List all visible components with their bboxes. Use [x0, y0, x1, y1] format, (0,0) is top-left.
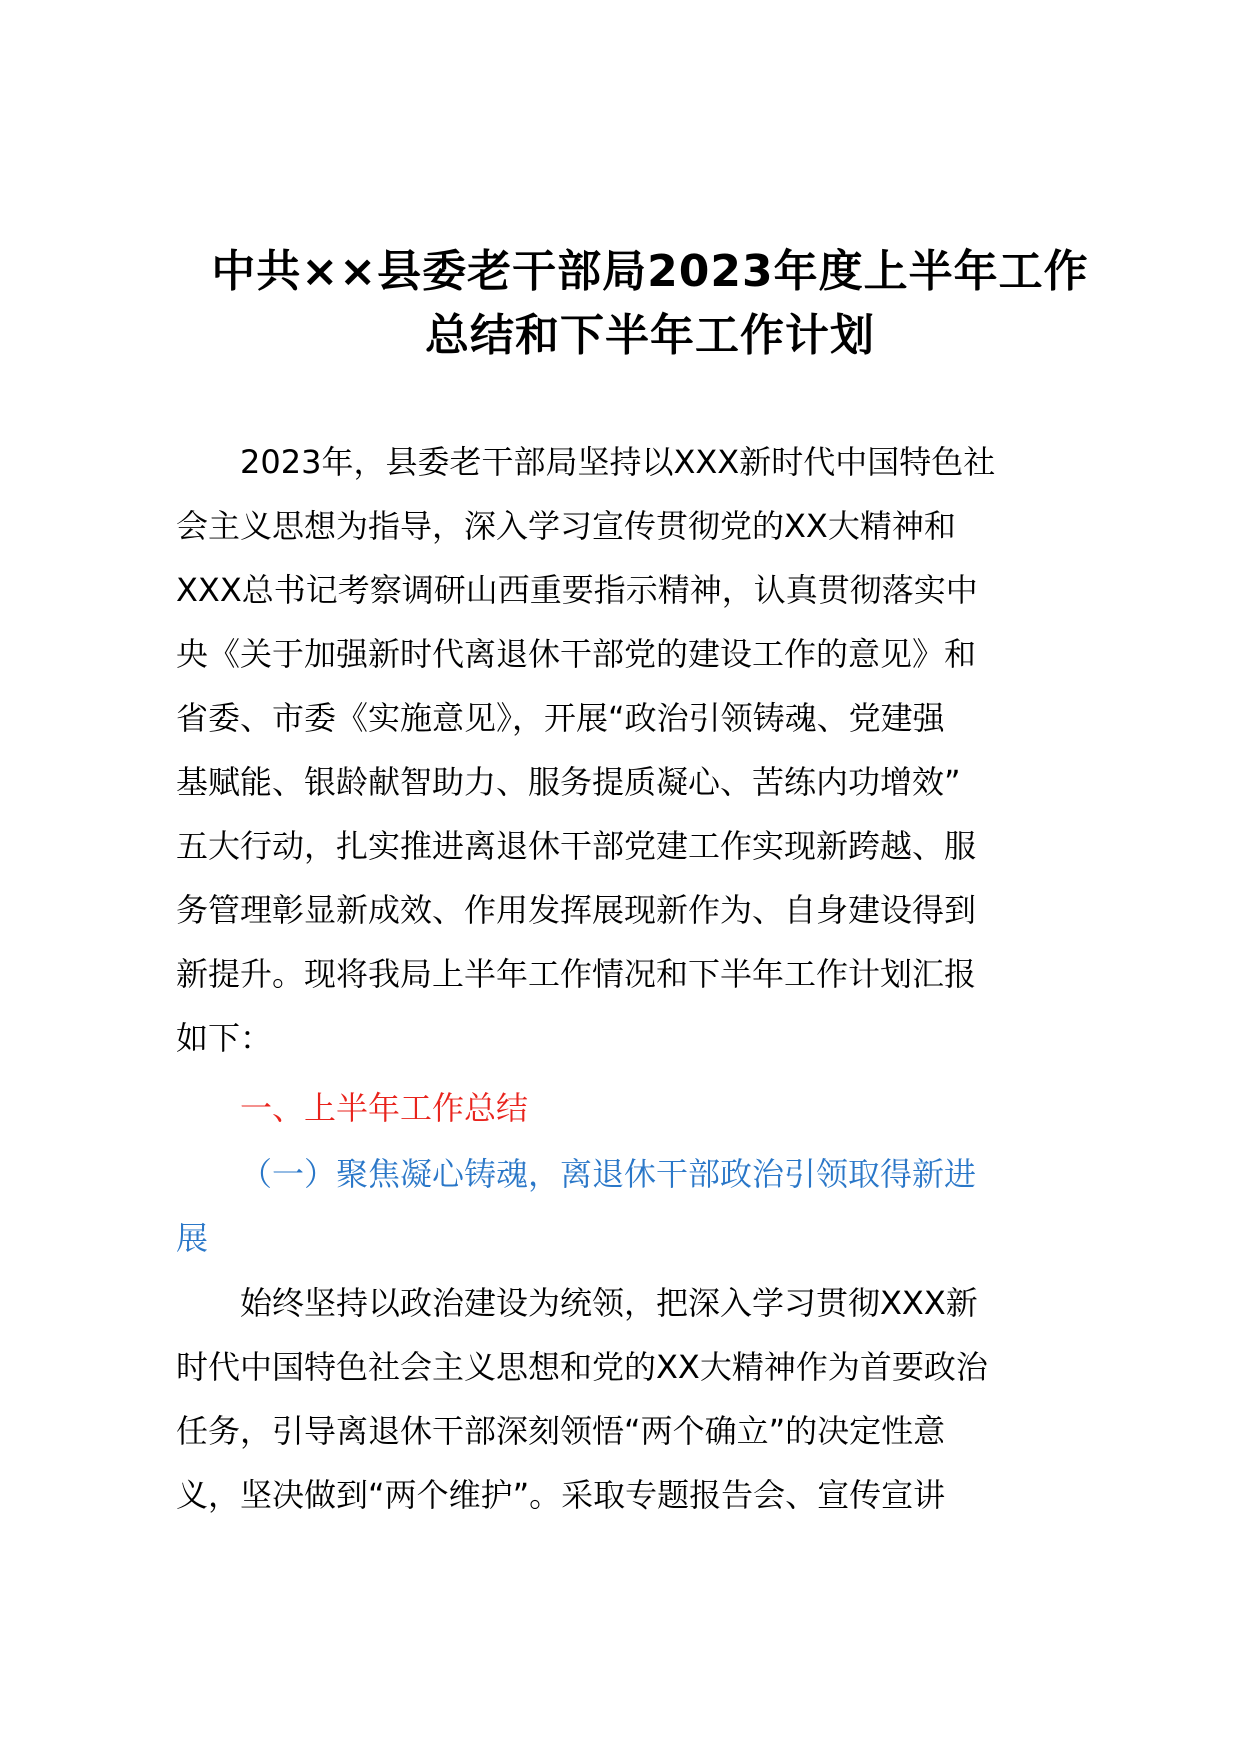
- document-title: [170, 240, 1130, 368]
- subsection-heading-line-2: 展: [176, 1219, 209, 1257]
- paragraph-line: 基赋能、银龄献智助力、服务提质凝心、苦练内功增效”: [176, 763, 961, 801]
- paragraph-line: 如下：: [176, 1019, 273, 1057]
- paragraph-line: 五大行动，扎实推进离退休干部党建工作实现新跨越、服: [176, 827, 977, 865]
- paragraph-line: 省委、市委《实施意见》，开展“政治引领铸魂、党建强: [176, 699, 945, 737]
- paragraph-line: 务管理彰显新成效、作用发挥展现新作为、自身建设得到: [176, 891, 977, 929]
- subsection-heading: [176, 1142, 976, 1270]
- paragraph-line: 2023年，县委老干部局坚持以XXX新时代中国特色社: [240, 443, 996, 481]
- paragraph-line: 新提升。现将我局上半年工作情况和下半年工作计划汇报: [176, 955, 977, 993]
- paragraph-line: 时代中国特色社会主义思想和党的XX大精神作为首要政治: [176, 1348, 988, 1386]
- title-line-2: 总结和下半年工作计划: [425, 310, 875, 361]
- title-line-1: 中共××县委老干部局2023年度上半年工作: [211, 246, 1089, 297]
- body-paragraph: [176, 1271, 1100, 1527]
- paragraph-line: 始终坚持以政治建设为统领，把深入学习贯彻XXX新: [240, 1284, 978, 1322]
- intro-paragraph: [176, 430, 1100, 1070]
- paragraph-line: 会主义思想为指导，深入学习宣传贯彻党的XX大精神和: [176, 507, 956, 545]
- paragraph-line: XXX总书记考察调研山西重要指示精神，认真贯彻落实中: [176, 571, 978, 609]
- paragraph-line: 义，坚决做到“两个维护”。采取专题报告会、宣传宣讲: [176, 1476, 946, 1514]
- paragraph-line: 任务，引导离退休干部深刻领悟“两个确立”的决定性意: [176, 1412, 946, 1450]
- paragraph-line: 央《关于加强新时代离退休干部党的建设工作的意见》和: [176, 635, 977, 673]
- subsection-heading-line-1: （一）聚焦凝心铸魂，离退休干部政治引领取得新进: [240, 1155, 977, 1193]
- section-heading: 一、上半年工作总结: [240, 1089, 529, 1127]
